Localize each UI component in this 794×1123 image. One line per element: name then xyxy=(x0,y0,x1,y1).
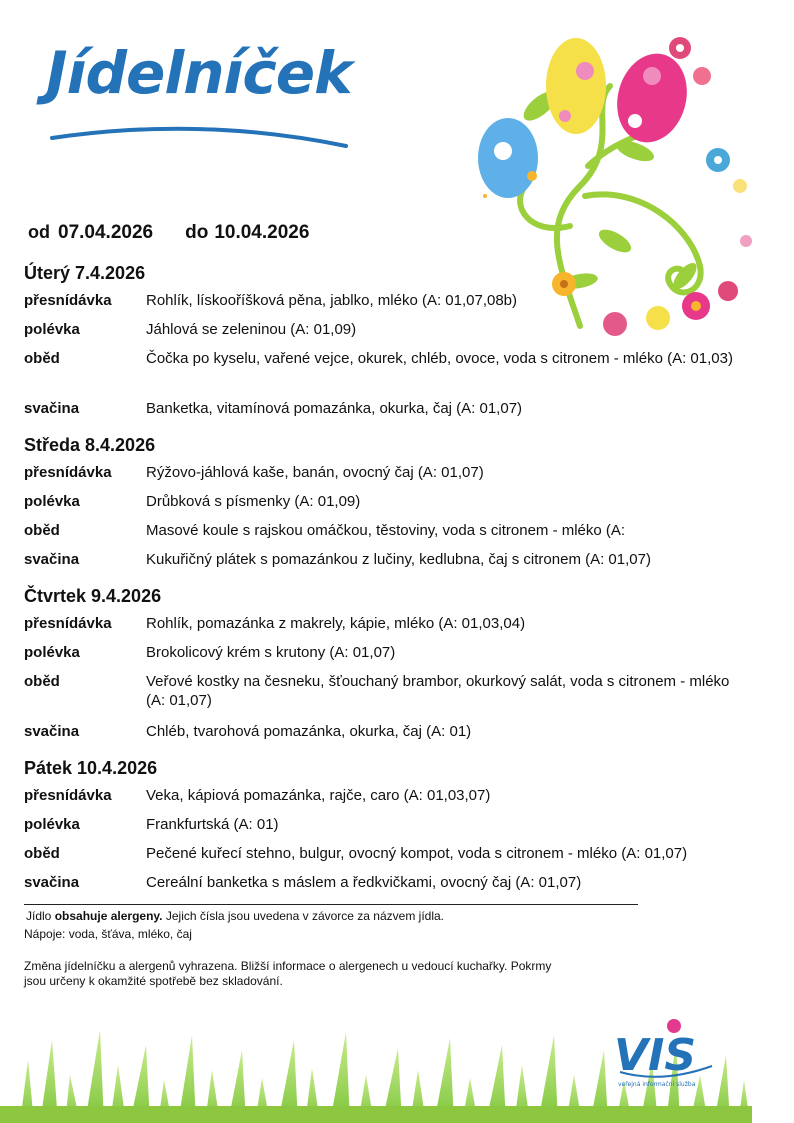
footer-divider xyxy=(24,904,638,905)
meal-label: polévka xyxy=(24,644,80,661)
disclaimer-line-1: Změna jídelníčku a alergenů vyhrazena. Bližší informace o alergenech u vedoucí kuchařky. Pokrmy xyxy=(24,959,552,973)
meal-dish: Brokolicový krém s krutony (A: 01,07) xyxy=(146,644,396,661)
meal-dish: Pečené kuřecí stehno, bulgur, ovocný kompot, voda s citronem - mléko (A: 01,07) xyxy=(146,845,688,862)
range-to-label: do xyxy=(185,222,209,243)
meal-dish: Kukuřičný plátek s pomazánkou z lučiny, kedlubna, čaj s citronem (A: 01,07) xyxy=(146,551,651,568)
meal-label: oběd xyxy=(24,350,60,367)
day-title: Čtvrtek 9.4.2026 xyxy=(24,586,162,606)
svg-text:veřejná informační služba: veřejná informační služba xyxy=(618,1081,696,1088)
meal-label: svačina xyxy=(24,551,80,568)
meal-dish: Veka, kápiová pomazánka, rajče, caro (A: 01,03,07) xyxy=(146,787,491,804)
date-range xyxy=(28,222,309,244)
allergen-note-prefix: Jídlo xyxy=(26,909,52,923)
range-to-date: 10.04.2026 xyxy=(214,222,310,243)
meal-dish: Veřové kostky na česneku, šťouchaný brambor, okurkový salát, voda s citronem - mléko (A: 01,07) xyxy=(146,673,730,709)
meal-label: přesnídávka xyxy=(24,787,112,804)
meal-dish: Čočka po kyselu, vařené vejce, okurek, chléb, ovoce, voda s citronem - mléko (A: 01,03) xyxy=(146,350,733,367)
day-title: Pátek 10.4.2026 xyxy=(24,758,158,778)
meal-label: polévka xyxy=(24,321,80,338)
allergen-note-rest: Jejich čísla jsou uvedena v závorce za názvem jídla. xyxy=(165,909,444,923)
day-title: Úterý 7.4.2026 xyxy=(24,263,146,283)
meal-label: oběd xyxy=(24,673,60,690)
range-from-label: od xyxy=(28,222,50,242)
title-swoosh-decoration xyxy=(50,120,350,150)
meal-label: polévka xyxy=(24,816,80,833)
meal-dish: Chléb, tvarohová pomazánka, okurka, čaj (A: 01) xyxy=(146,723,472,740)
meal-label: oběd xyxy=(24,845,60,862)
meal-label: svačina xyxy=(24,723,80,740)
meal-dish: Rýžovo-jáhlová kaše, banán, ovocný čaj (A: 01,07) xyxy=(146,464,484,481)
drinks-note: Nápoje: voda, šťáva, mléko, čaj xyxy=(24,927,192,941)
menu-title: Jídelníček xyxy=(46,39,352,107)
meal-label: polévka xyxy=(24,493,80,510)
meal-dish: Jáhlová se zeleninou (A: 01,09) xyxy=(146,321,357,338)
meal-label: svačina xyxy=(24,874,80,891)
meal-dish: Masové koule s rajskou omáčkou, těstoviny, voda s citronem - mléko (A: xyxy=(146,522,626,539)
disclaimer-line-2: jsou určeny k okamžité spotřebě bez skladování. xyxy=(24,974,283,988)
day-title: Středa 8.4.2026 xyxy=(24,435,156,455)
meal-label: oběd xyxy=(24,522,60,539)
meal-dish: Frankfurtská (A: 01) xyxy=(146,816,279,833)
meal-dish: Banketka, vitamínová pomazánka, okurka, čaj (A: 01,07) xyxy=(146,400,523,417)
meal-dish: Rohlík, lískooříšková pěna, jablko, mléko (A: 01,07,08b) xyxy=(146,292,518,309)
allergen-note xyxy=(26,908,444,924)
svg-text:VIS: VIS xyxy=(614,1030,697,1081)
meal-label: přesnídávka xyxy=(24,615,112,632)
meal-label: svačina xyxy=(24,400,80,417)
meal-label: přesnídávka xyxy=(24,292,112,309)
meal-dish: Rohlík, pomazánka z makrely, kápie, mléko (A: 01,03,04) xyxy=(146,615,526,632)
meal-dish: Drůbková s písmenky (A: 01,09) xyxy=(146,493,361,510)
allergen-note-bold: obsahuje alergeny. xyxy=(54,909,163,923)
range-from-date: 07.04.2026 xyxy=(58,222,154,243)
meal-dish: Cereální banketka s máslem a ředkvičkami, ovocný čaj (A: 01,07) xyxy=(146,874,582,891)
meal-label: přesnídávka xyxy=(24,464,112,481)
vis-logo xyxy=(612,1018,722,1090)
